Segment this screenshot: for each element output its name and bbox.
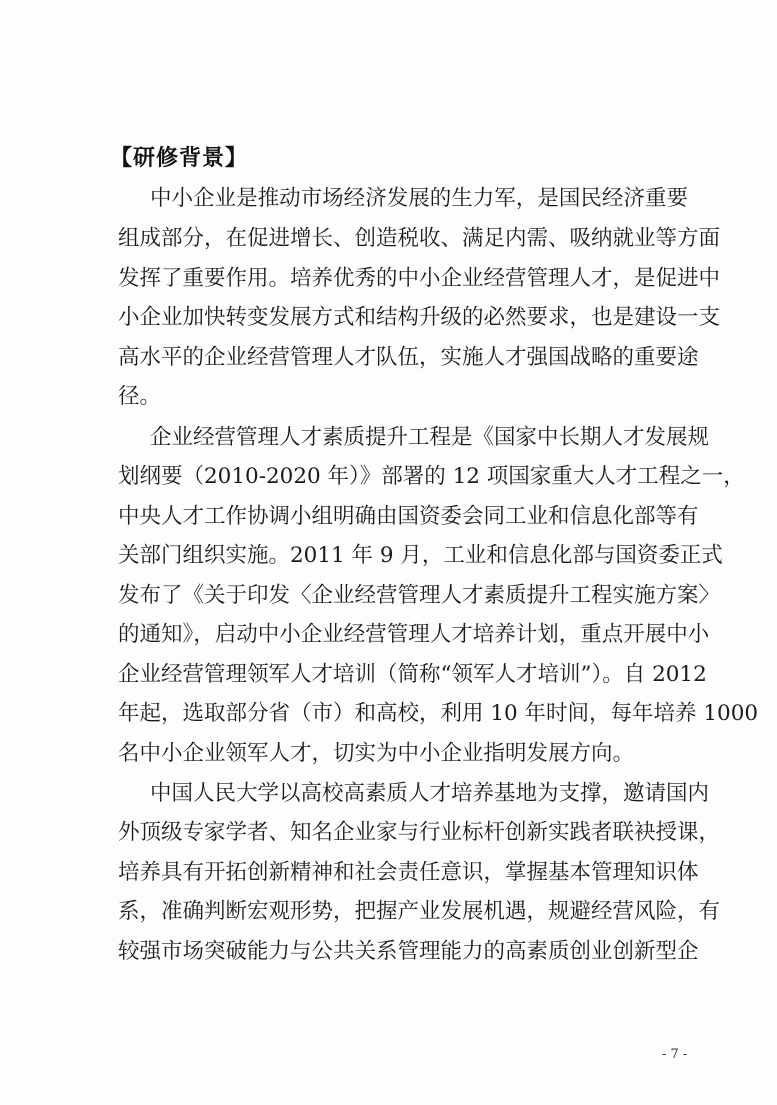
paragraph-3-line-2: 外顶级专家学者、知名企业家与行业标杆创新实践者联袂授课，	[118, 820, 721, 845]
paragraph-3-line-1: 中国人民大学以高校高素质人才培养基地为支撑，邀请国内	[150, 781, 710, 806]
paragraph-1-line-1: 中小企业是推动市场经济发展的生力军，是国民经济重要	[150, 186, 688, 211]
paragraph-1-line-4: 小企业加快转变发展方式和结构升级的必然要求，也是建设一支	[118, 305, 721, 330]
paragraph-3-line-3: 培养具有开拓创新精神和社会责任意识，掌握基本管理知识体	[118, 860, 699, 885]
paragraph-2-line-9: 名中小企业领军人才，切实为中小企业指明发展方向。	[118, 741, 635, 766]
paragraph-2-line-2: 划纲要（2010-2020 年）》部署的 12 项国家重大人才工程之一，	[118, 464, 745, 489]
paragraph-1-line-3: 发挥了重要作用。培养优秀的中小企业经营管理人才，是促进中	[118, 266, 721, 291]
paragraph-1-line-2: 组成部分，在促进增长、创造税收、满足内需、吸纳就业等方面	[118, 226, 721, 251]
paragraph-2-line-3: 中央人才工作协调小组明确由国资委会同工业和信息化部等有	[118, 504, 699, 529]
paragraph-1-line-5: 高水平的企业经营管理人才队伍，实施人才强国战略的重要途	[118, 345, 699, 370]
paragraph-2-line-4: 关部门组织实施。2011 年 9 月，工业和信息化部与国资委正式	[118, 543, 723, 568]
paragraph-2-line-5: 发布了《关于印发〈企业经营管理人才素质提升工程实施方案〉	[118, 583, 721, 608]
paragraph-2-line-6: 的通知》，启动中小企业经营管理人才培养计划，重点开展中小	[118, 622, 710, 647]
paragraph-2-line-7: 企业经营管理领军人才培训（简称“领军人才培训”）。自 2012	[118, 662, 707, 687]
paragraph-2-line-1: 企业经营管理人才素质提升工程是《国家中长期人才发展规	[150, 425, 710, 450]
paragraph-3-line-4: 系，准确判断宏观形势，把握产业发展机遇，规避经营风险，有	[118, 899, 721, 924]
paragraph-3-line-5: 较强市场突破能力与公共关系管理能力的高素质创业创新型企	[118, 939, 699, 964]
paragraph-1-line-6: 径。	[118, 384, 162, 409]
section-heading: 【研修背景】	[110, 146, 249, 171]
page-number: - 7 -	[662, 1047, 688, 1062]
paragraph-2-line-8: 年起，选取部分省（市）和高校，利用 10 年时间，每年培养 1000	[118, 701, 759, 726]
